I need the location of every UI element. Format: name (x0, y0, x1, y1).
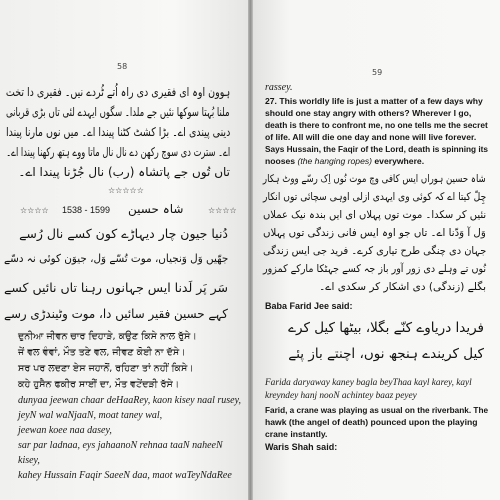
poem-roman-line: kisey, (18, 455, 40, 466)
continued-word: rassey. (265, 82, 293, 93)
everywhere-word: everywhere. (374, 156, 425, 166)
para-27-line: Says Hussain, the Faqir of the Lord, death is spinning its (265, 144, 489, 154)
poem-gurmukhi-line: ਸਰ ਪਰ ਲਦਣਾ ਏਸ ਜਹਾਨੋਂ, ਰਹਿਣਾ ਤਾਂ ਨਹੀਂ ਕਿਸੇ। (18, 363, 194, 374)
page-number: 58 (117, 62, 128, 71)
right-page (253, 0, 500, 500)
urdu-para-line: نُوں تے وہلے دی زور آور باز جہ کسے جہٹکا مارکے کمزور (262, 263, 486, 275)
poem-roman-line: sar par ladnaa, eys jahaanoN rehnaa taaN naheeN (18, 440, 223, 451)
page-number: 59 (372, 68, 383, 77)
nooses-word: nooses (265, 156, 296, 166)
poem-urdu-line: سَر پَر لَدنا ایس جہانوں رہنا تاں نائیں کسے (4, 280, 228, 295)
poem-header-years: 1538 - 1599 (62, 205, 111, 215)
waris-shah-heading: Waris Shah said: (265, 442, 338, 452)
para-27-last-line (265, 156, 424, 166)
poem-urdu-line: کہے حسین فقیر سائیں دا، موت وٹیندڑی رسے (4, 306, 228, 321)
poem-urdu-line: جھّیں وَل وَنجیاں، موت تُسّے وَل، جیوَن کوئی نہ دسّے (3, 252, 228, 265)
para-27-line: 27. This worldly life is just a matter of a few days why (265, 96, 483, 106)
intro-urdu-line: ہوون اوہ ای فقیری دی راہ اُتے ٹُردے نیں۔ فقیری دا تخت (5, 85, 230, 99)
poem-roman-line: jeyN wal waNjaaN, moat taney wal, (18, 410, 163, 421)
para-27-line: of life. All will die one day and none will live forever. (265, 132, 477, 142)
farid-translation-line: crane instantly. (265, 429, 328, 439)
farid-roman-line: Farida daryaway kaney bagla beyThaa kayl karey, kayl (265, 378, 472, 388)
poem-header-name: شاہ حسین (128, 202, 184, 216)
intro-urdu-line: اے۔ سترت دی سوچ رکھن دے نال نال ماتا ووے ہتھ رکھنا پیندا اے۔ (6, 145, 230, 159)
urdu-para-line: وَل آ وَدّنا اے۔ تاں جو اوہ ایس فانی زندگی توں پہلاں (263, 227, 486, 239)
poem-gurmukhi-line: ਕਹੇ ਹੁਸੈਨ ਫਕੀਰ ਸਾਈਂ ਦਾ, ਮੌਤ ਵਟੇਂਦੜੀ ਰੱਸੇ। (18, 379, 180, 390)
farid-translation-line: hawk (the angel of death) pounced upon the playing (265, 417, 478, 427)
farid-translation-line: Farid, a crane was playing as usual on the riverbank. The (265, 405, 489, 415)
farid-urdu-line: کیل کریندے ہنجھ نوں، اچنتے باز پئے (288, 346, 484, 362)
intro-urdu-line: تاں تُوں جے پاتشاہ (رب) نال جُڑنا پیندا اے۔ (18, 165, 230, 179)
left-page (0, 0, 248, 500)
farid-urdu-line: فریدا دریاوے کنّے بگلا، بیٹھا کیل کرے (288, 320, 484, 336)
poem-gurmukhi-line: ਦੁਨੀਆ ਜੀਵਨ ਚਾਰ ਦਿਹਾੜੇ, ਕਉਣ ਕਿਸੇ ਨਾਲ ਰੁੱਸੇ। (18, 331, 197, 342)
poem-roman-line: jeewan koee naa dasey, (18, 425, 112, 436)
poem-roman-line: dunyaa jeewan chaar deHaaRey, kaon kisey naal rusey, (18, 395, 241, 406)
para-27-line: should one stay angry with others? Wherever I go, (265, 108, 472, 118)
farid-roman-line: kreyndey hanj nooN achintey baaz peyey (265, 391, 417, 401)
baba-farid-heading: Baba Farid Jee said: (265, 301, 353, 311)
urdu-para-line: نئیں کر سکدا۔ موت توں پہلاں ای ایں بندہ نیک عملاں (262, 209, 486, 221)
poem-header-stars: ☆☆☆☆ (208, 206, 237, 215)
hanging-ropes-note: (the hanging ropes) (297, 156, 373, 166)
separator-stars: ☆☆☆☆☆ (108, 186, 144, 195)
urdu-para-line: چِلّ کیتا اے کہ کوئی وی ایہدی ازلی اوہی سچائی توں انکار (262, 191, 486, 203)
poem-roman-line: kahey Hussain Faqir SaeeN daa, maot waTeyNdaRee (18, 470, 232, 481)
para-27-line: death is there to confront me, no one tells me the secret (265, 120, 488, 130)
urdu-para-line: بگلے (زندگی) دی اشکار کر سکدی اے۔ (319, 281, 486, 293)
urdu-para-line: شاہ حسین ہوراں ایس کافی وچ موت نُوں اِک رسّے ووٹ ہکار (263, 173, 486, 185)
poem-urdu-line: دُنیا جیون چار دیہاڑے کون کسے نال رُسے (19, 226, 228, 241)
intro-urdu-line: ملنا بُہتا سوکھا نئیں جے ملدا۔ سگوں ایہدے لئی تاں بڑی قربانی (6, 105, 230, 119)
poem-header-stars: ☆☆☆☆ (20, 206, 49, 215)
intro-urdu-line: دینی پیندی اے۔ بڑا کشٹ کٹنا پیندا اے۔ میں نوں مارنا پیندا (5, 125, 230, 139)
poem-gurmukhi-line: ਜੇਂ ਵਲ ਵੰਞਾਂ, ਮੌਤ ਤਣੇ ਵਲ, ਜੀਵਣ ਕੋਈ ਨਾ ਦੱਸੇ। (18, 347, 186, 358)
urdu-para-line: جہان دی چنگی طرح تیاری کرے۔ فرید جی ایس زندگی (262, 245, 486, 257)
